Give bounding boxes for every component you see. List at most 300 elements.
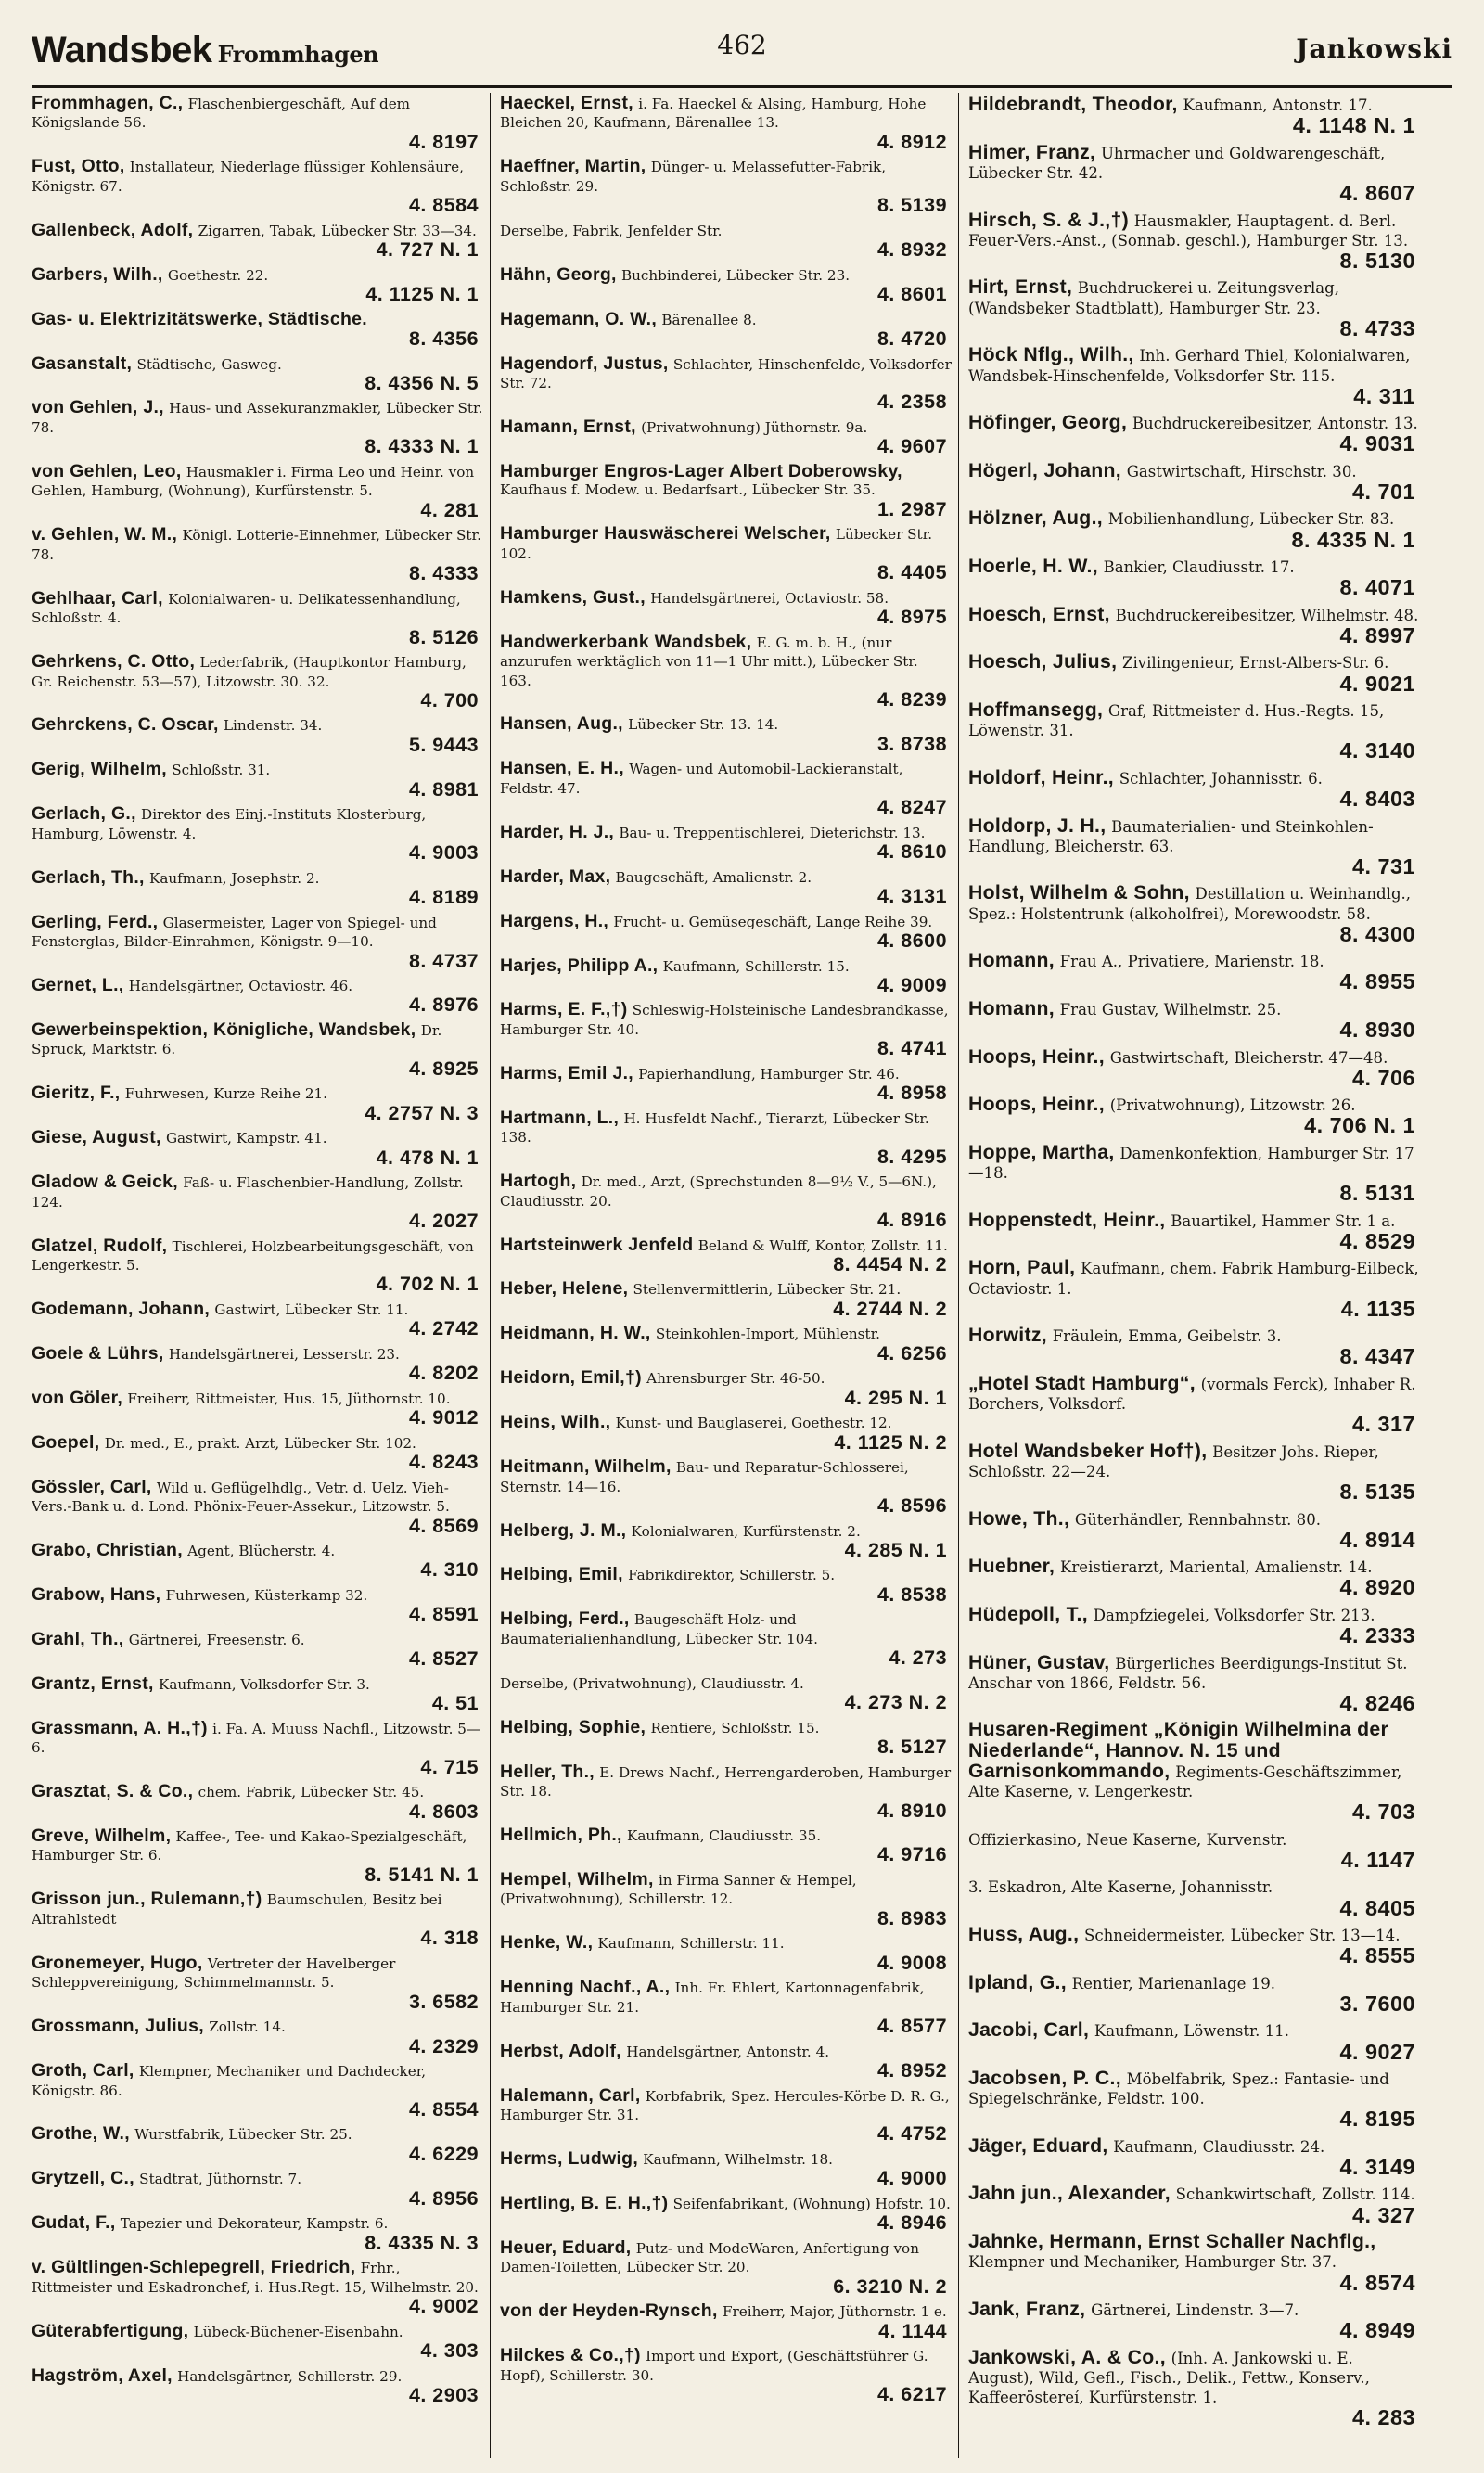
- entry-description: Frucht- u. Gemüsegeschäft, Lange Reihe 39.: [613, 913, 933, 930]
- entry-name: Hoerle, H. W.,: [968, 555, 1098, 578]
- entry-phone-number: 4. 2358: [876, 391, 947, 414]
- entry-phone-number: 3. 8738: [876, 732, 947, 755]
- entry-name: Greve, Wilhelm,: [32, 1825, 172, 1846]
- entry-description: Schloßstr. 31.: [172, 762, 271, 779]
- directory-entry: [500, 631, 954, 711]
- entry-phone-number: 8. 4071: [1339, 575, 1415, 600]
- entry-phone-number: 8. 4356: [408, 327, 479, 351]
- directory-entry: [500, 1109, 954, 1167]
- entry-name: Handwerkerbank Wandsbek,: [500, 631, 752, 652]
- entry-description: Kaufmann, Löwenstr. 11.: [1094, 2022, 1289, 2041]
- entry-description: Lübecker Str. 102.: [500, 526, 933, 562]
- entry-name: Gladow & Geick,: [32, 1172, 179, 1193]
- directory-entry: [500, 308, 954, 351]
- entry-phone-number: 4. 8600: [876, 929, 947, 953]
- entry-description: Gärtnerei, Freesenstr. 6.: [128, 1631, 305, 1648]
- entry-description: Gastwirt, Kampstr. 41.: [165, 1130, 327, 1147]
- entry-description: Damenkonfektion, Hamburger Str. 17—18.: [968, 1144, 1414, 1183]
- directory-entry: [500, 222, 954, 261]
- entry-phone-number: 4. 8555: [1339, 1943, 1415, 1968]
- entry-phone-number: 4. 8958: [876, 1082, 947, 1105]
- entry-description: Kunst- und Bauglaserei, Goethestr. 12.: [615, 1415, 892, 1432]
- entry-description: Freiherr, Rittmeister, Hus. 15, Jüthornstr. 10.: [127, 1390, 451, 1407]
- entry-phone-number: 4. 9027: [1339, 2039, 1415, 2064]
- entry-name: Gehrckens, C. Oscar,: [32, 714, 219, 736]
- entry-phone-number: 4. 9002: [408, 2295, 479, 2318]
- entry-phone-number: 8. 5126: [408, 625, 479, 648]
- entry-description: (Privatwohnung), Litzowstr. 26.: [1109, 1096, 1356, 1115]
- directory-entry: [500, 910, 954, 953]
- directory-entry: [968, 2297, 1423, 2343]
- page-number: 462: [717, 30, 767, 60]
- entry-phone-number: 4. 9021: [1339, 671, 1415, 696]
- entry-description: Klempner und Mechaniker, Hamburger Str. 37.: [968, 2253, 1337, 2272]
- entry-name: Jank, Franz,: [968, 2297, 1086, 2320]
- entry-description: Bau- u. Treppentischlerei, Dieterichstr. 13.: [619, 824, 926, 841]
- entry-phone-number: 4. 273 N. 2: [844, 1691, 947, 1714]
- entry-phone-number: 4. 3131: [876, 885, 947, 908]
- directory-entry: [968, 1877, 1423, 1919]
- entry-name: Harjes, Philipp A.,: [500, 955, 659, 976]
- entry-phone-number: 4. 9009: [876, 973, 947, 996]
- entry-phone-number: 4. 8997: [1339, 622, 1415, 647]
- entry-name: Harms, E. F.,†): [500, 999, 628, 1020]
- entry-name: Glatzel, Rudolf,: [32, 1235, 168, 1256]
- entry-description: Installateur, Niederlage flüssiger Kohlensäure, Königstr. 67.: [32, 159, 464, 195]
- entry-description: Lindenstr. 34.: [223, 717, 323, 735]
- directory-entry: [968, 413, 1423, 455]
- entry-name: Husaren-Regiment „Königin Wilhelmina der Niederlande“, Hannov. N. 15 und Garnisonkommando,: [968, 1718, 1389, 1782]
- entry-phone-number: 8. 4300: [1339, 921, 1415, 946]
- entry-phone-number: 3. 6582: [408, 1990, 479, 2013]
- directory-entry: [32, 263, 486, 306]
- entry-name: Hoesch, Julius,: [968, 650, 1118, 673]
- entry-description: Tischlerei, Holzbearbeitungsgeschäft, von Lengerkestr. 5.: [32, 1237, 474, 1274]
- entry-name: Heuer, Eduard,: [500, 2236, 632, 2258]
- directory-entry: [968, 2345, 1423, 2430]
- entry-phone-number: 4. 310: [420, 1558, 479, 1582]
- entry-phone-number: 4. 8920: [1339, 1575, 1415, 1600]
- entry-phone-number: 4. 8189: [408, 886, 479, 909]
- entry-name: Gudat, F.,: [32, 2212, 116, 2234]
- entry-name: Gasanstalt,: [32, 352, 133, 374]
- entry-name: Gronemeyer, Hugo,: [32, 1952, 203, 1973]
- entry-phone-number: 4. 318: [420, 1927, 479, 1950]
- entry-name: Heidmann, H. W.,: [500, 1323, 651, 1344]
- entry-phone-number: 4. 702 N. 1: [376, 1273, 479, 1296]
- entry-description: Flaschenbiergeschäft, Auf dem Königslande 56.: [32, 96, 411, 132]
- entry-description: Bankier, Claudiusstr. 17.: [1103, 558, 1295, 577]
- entry-name: Hölzner, Aug.,: [968, 506, 1103, 530]
- header-rule: [32, 85, 1452, 88]
- entry-phone-number: 8. 4333 N. 1: [365, 435, 479, 458]
- entry-description: Bärenallee 8.: [661, 311, 757, 328]
- entry-phone-number: 4. 8955: [1339, 969, 1415, 994]
- entry-description: Mobilienhandlung, Lübecker Str. 83.: [1107, 510, 1395, 529]
- directory-entry: [500, 865, 954, 908]
- entry-name: Haeffner, Martin,: [500, 156, 646, 177]
- entry-name: von der Heyden-Rynsch,: [500, 2300, 718, 2322]
- entry-name: Homann,: [968, 996, 1055, 1019]
- entry-name: Helbing, Ferd.,: [500, 1608, 630, 1630]
- directory-entry: [500, 1519, 954, 1561]
- entry-phone-number: 4. 8239: [876, 687, 947, 711]
- entry-name: Gerlach, G.,: [32, 803, 136, 825]
- entry-description: 3. Eskadron, Alte Kaserne, Johannisstr.: [968, 1878, 1273, 1897]
- directory-entry: [32, 460, 486, 521]
- entry-name: Heins, Wilh.,: [500, 1412, 611, 1433]
- entry-description: Handelsgärtnerei, Lesserstr. 23.: [168, 1345, 400, 1363]
- directory-entry: [32, 2320, 486, 2363]
- entry-name: Hoffmansegg,: [968, 698, 1104, 721]
- entry-name: Heitmann, Wilhelm,: [500, 1456, 672, 1478]
- directory-entry: [32, 1476, 486, 1537]
- entry-phone-number: 4. 703: [1351, 1800, 1415, 1825]
- entry-name: Frommhagen, C.,: [32, 95, 184, 113]
- header-place: Wandsbek Frommhagen: [32, 30, 379, 70]
- directory-entry: [500, 525, 954, 583]
- entry-phone-number: 4. 4752: [876, 2122, 947, 2146]
- entry-description: Uhrmacher und Goldwarengeschäft, Lübecker Str. 42.: [968, 144, 1386, 182]
- entry-phone-number: 8. 4720: [876, 327, 947, 351]
- entry-name: Fust, Otto,: [32, 156, 125, 177]
- header-range-start: Frommhagen: [217, 41, 379, 68]
- directory-entry: [968, 1557, 1423, 1599]
- entry-phone-number: 4. 281: [420, 498, 479, 521]
- entry-name: Hilckes & Co.,†): [500, 2345, 641, 2366]
- entry-description: H. Husfeldt Nachf., Tierarzt, Lübecker Str. 138.: [500, 1109, 929, 1147]
- entry-phone-number: 4. 8981: [408, 777, 479, 801]
- entry-phone-number: 8. 4335 N. 3: [365, 2231, 479, 2254]
- entry-phone-number: 4. 327: [1351, 2202, 1415, 2227]
- directory-entry: [500, 715, 954, 754]
- entry-phone-number: 4. 6256: [876, 1341, 947, 1365]
- entry-phone-number: 4. 9716: [876, 1843, 947, 1866]
- entry-description: Stadtrat, Jüthornstr. 7.: [139, 2171, 302, 2188]
- entry-name: Gas- u. Elektrizitätswerke, Städtische.: [32, 308, 367, 329]
- directory-entry: [32, 2214, 486, 2253]
- entry-phone-number: 4. 1148 N. 1: [1292, 113, 1415, 138]
- entry-phone-number: 8. 5135: [1339, 1480, 1415, 1505]
- directory-entry: [500, 1062, 954, 1105]
- entry-description: Kaufmann, Josephstr. 2.: [148, 869, 320, 887]
- directory-entry: [32, 1129, 486, 1168]
- entry-phone-number: 8. 4733: [1339, 315, 1415, 340]
- directory-entry: [32, 1021, 486, 1079]
- entry-description: Handelsgärtnerei, Octaviostr. 58.: [650, 589, 889, 607]
- directory-entry: [968, 1095, 1423, 1137]
- entry-description: Kolonialwaren- u. Delikatessenhandlung, Schloßstr. 4.: [32, 590, 461, 627]
- entry-phone-number: 4. 8591: [408, 1603, 479, 1626]
- entry-description: Besitzer Johs. Rieper, Schloßstr. 22—24.: [968, 1442, 1379, 1480]
- entry-name: Hildebrandt, Theodor,: [968, 95, 1178, 115]
- directory-entry: [968, 2232, 1423, 2294]
- header-range-end: Jankowski: [1296, 33, 1452, 64]
- directory-entry: [32, 1783, 486, 1822]
- entry-name: Hirsch, S. & J.,†): [968, 208, 1129, 231]
- entry-phone-number: 4. 3149: [1339, 2155, 1415, 2180]
- entry-description: Derselbe, (Privatwohnung), Claudiusstr. 4.: [500, 1674, 804, 1692]
- entry-description: Putz- und ModeWaren, Anfertigung von Damen-Toiletten, Lübecker Str. 20.: [500, 2239, 919, 2276]
- entry-description: Schlachter, Johannisstr. 6.: [1119, 769, 1323, 788]
- entry-description: Steinkohlen-Import, Mühlenstr.: [655, 1326, 880, 1343]
- entry-phone-number: 4. 8403: [1339, 787, 1415, 812]
- entry-phone-number: 4. 727 N. 1: [376, 238, 479, 262]
- entry-name: Grothe, W.,: [32, 2123, 130, 2145]
- entry-name: Harms, Emil J.,: [500, 1062, 633, 1083]
- entry-description: Lederfabrik, (Hauptkontor Hamburg, Gr. Reichenstr. 53—57), Litzowstr. 30. 32.: [32, 654, 467, 690]
- directory-entry: [500, 586, 954, 629]
- entry-description: Handelsgärtner, Octaviostr. 46.: [128, 977, 353, 994]
- page-header: [32, 24, 1452, 83]
- directory-entry: [32, 158, 486, 215]
- entry-phone-number: 4. 1144: [878, 2319, 947, 2342]
- entry-name: Haeckel, Ernst,: [500, 95, 633, 113]
- directory-entry: [500, 1610, 954, 1668]
- entry-phone-number: 8. 5127: [876, 1736, 947, 1759]
- entry-phone-number: 4. 2742: [408, 1317, 479, 1340]
- entry-name: Grisson jun., Rulemann,†): [32, 1889, 262, 1910]
- entry-description: Kaufmann, Claudiusstr. 35.: [627, 1826, 822, 1844]
- entry-phone-number: 4. 8554: [408, 2098, 479, 2121]
- directory-entry: [500, 1325, 954, 1364]
- entry-name: Hartogh,: [500, 1171, 577, 1192]
- entry-phone-number: 4. 8916: [876, 1209, 947, 1232]
- entry-name: Hagström, Axel,: [32, 2364, 173, 2386]
- entry-name: Jacobsen, P. C.,: [968, 2066, 1121, 2089]
- entry-name: Holst, Wilhelm & Sohn,: [968, 881, 1190, 904]
- directory-entry: [500, 460, 954, 520]
- directory-entry: [500, 2084, 954, 2146]
- directory-entry: [32, 1717, 486, 1778]
- entry-name: Groth, Carl,: [32, 2060, 134, 2082]
- entry-name: Hellmich, Ph.,: [500, 1824, 622, 1845]
- entry-phone-number: 4. 2333: [1339, 1623, 1415, 1648]
- directory-entry: [968, 277, 1423, 340]
- entry-phone-number: 4. 9000: [876, 2167, 947, 2190]
- entry-phone-number: 8. 4741: [876, 1037, 947, 1060]
- entry-phone-number: 5. 9443: [408, 733, 479, 756]
- directory-entry: [968, 1720, 1423, 1823]
- entry-name: Hamburger Engros-Lager Albert Doberowsky,: [500, 460, 902, 481]
- directory-column-1: [32, 95, 486, 2451]
- directory-entry: [32, 716, 486, 755]
- entry-name: Henke, W.,: [500, 1932, 594, 1954]
- entry-phone-number: 4. 9012: [408, 1406, 479, 1429]
- entry-name: Grantz, Ernst,: [32, 1672, 154, 1694]
- entry-name: Hargens, H.,: [500, 910, 609, 931]
- directory-entry: [32, 653, 486, 711]
- entry-description: chem. Fabrik, Lübecker Str. 45.: [198, 1784, 425, 1801]
- directory-entry: [500, 2040, 954, 2082]
- directory-entry: [500, 1566, 954, 1605]
- directory-entry: [968, 2020, 1423, 2063]
- entry-description: Derselbe, Fabrik, Jenfelder Str.: [500, 222, 723, 239]
- entry-description: Bürgerliches Beerdigungs-Institut St. Anschar von 1866, Feldstr. 56.: [968, 1654, 1408, 1692]
- entry-phone-number: 4. 2757 N. 3: [365, 1101, 479, 1124]
- entry-phone-number: 4. 706: [1351, 1065, 1415, 1090]
- directory-entry: [968, 951, 1423, 993]
- entry-description: Baumaterialien- und Steinkohlen-Handlung, Bleicherstr. 63.: [968, 817, 1374, 855]
- entry-phone-number: 8. 4335 N. 1: [1291, 527, 1415, 552]
- directory-entry: [32, 1672, 486, 1715]
- entry-description: Fuhrwesen, Kurze Reihe 21.: [124, 1085, 327, 1103]
- entry-name: Horn, Paul,: [968, 1256, 1076, 1279]
- entry-phone-number: 4. 9008: [876, 1951, 947, 1974]
- entry-description: Buchdruckerei u. Zeitungsverlag, (Wandsbeker Stadtblatt), Hamburger Str. 23.: [968, 279, 1339, 317]
- entry-name: Jahn jun., Alexander,: [968, 2182, 1171, 2205]
- directory-entry: [968, 557, 1423, 599]
- entry-phone-number: 4. 6217: [876, 2383, 947, 2406]
- directory-entry: [32, 805, 486, 863]
- entry-name: Goepel,: [32, 1431, 100, 1453]
- entry-phone-number: 4. 8607: [1339, 181, 1415, 206]
- entry-description: Vertreter der Havelberger Schleppvereinigung, Schimmelmannstr. 5.: [32, 1954, 396, 1992]
- directory-entry: [32, 399, 486, 456]
- entry-description: Wild u. Geflügelhdlg., Vetr. d. Uelz. Vieh-Vers.-Bank u. d. Lond. Phönix-Feuer-Assekur., Litzowstr. 5.: [32, 1479, 450, 1516]
- entry-description: Klempner, Mechaniker und Dachdecker, Königstr. 86.: [32, 2063, 427, 2099]
- entry-description: Graf, Rittmeister d. Hus.-Regts. 15, Löwenstr. 31.: [968, 701, 1385, 740]
- entry-description: i. Fa. Haeckel & Alsing, Hamburg, Hohe Bleichen 20, Kaufmann, Bärenallee 13.: [500, 96, 927, 132]
- entry-phone-number: 4. 9003: [408, 841, 479, 865]
- entry-description: Gärtnerei, Lindenstr. 3—7.: [1091, 2300, 1299, 2319]
- entry-name: Hansen, Aug.,: [500, 713, 623, 735]
- entry-phone-number: 8. 5131: [1339, 1181, 1415, 1206]
- directory-entry: [32, 95, 486, 152]
- entry-phone-number: 8. 8983: [876, 1906, 947, 1929]
- entry-phone-number: 4. 700: [420, 688, 479, 711]
- entry-name: Hamburger Hauswäscherei Welscher,: [500, 523, 831, 545]
- entry-name: Grossmann, Julius,: [32, 2016, 204, 2037]
- entry-phone-number: 4. 1135: [1340, 1296, 1415, 1321]
- entry-name: Hoesch, Ernst,: [968, 602, 1110, 625]
- directory-entry: [968, 95, 1423, 137]
- entry-name: Harder, H. J.,: [500, 821, 615, 842]
- entry-phone-number: 8. 4295: [876, 1145, 947, 1168]
- entry-name: Hagendorf, Justus,: [500, 352, 669, 374]
- entry-name: Hoops, Heinr.,: [968, 1093, 1105, 1116]
- directory-entry: [968, 1829, 1423, 1872]
- entry-phone-number: 4. 2329: [408, 2034, 479, 2057]
- entry-name: v. Gehlen, W. M.,: [32, 524, 178, 545]
- directory-entry: [32, 308, 486, 351]
- entry-description: Kaufmann, Schillerstr. 15.: [662, 957, 850, 975]
- directory-entry: [32, 1387, 486, 1429]
- entry-description: Hausmakler, Hauptagent. d. Berl. Feuer-Vers.-Anst., (Sonnab. geschl.), Hamburger Str. 13.: [968, 211, 1409, 250]
- directory-entry: [500, 760, 954, 817]
- directory-entry: [500, 1280, 954, 1319]
- entry-description: Dr. Spruck, Marktstr. 6.: [32, 1021, 442, 1058]
- entry-description: Fabrikdirektor, Schillerstr. 5.: [628, 1567, 836, 1584]
- entry-name: Gallenbeck, Adolf,: [32, 219, 194, 240]
- entry-description: Baugeschäft Holz- und Baumaterialienhandlung, Lübecker Str. 104.: [500, 1611, 818, 1647]
- directory-entry: [32, 1954, 486, 2012]
- entry-description: Fräulein, Emma, Geibelstr. 3.: [1052, 1327, 1282, 1346]
- entry-phone-number: 4. 311: [1353, 383, 1415, 408]
- entry-phone-number: 4. 8246: [1339, 1690, 1415, 1715]
- entry-name: „Hotel Stadt Hamburg“,: [968, 1371, 1196, 1394]
- entry-name: Hamann, Ernst,: [500, 416, 636, 437]
- directory-column-2: [500, 95, 954, 2451]
- column-divider: [958, 93, 959, 2458]
- entry-description: Hausmakler i. Firma Leo und Heinr. von Gehlen, Hamburg, (Wohnung), Kurfürstenstr. 5.: [32, 463, 475, 500]
- entry-name: Homann,: [968, 949, 1055, 972]
- entry-phone-number: 4. 8910: [876, 1799, 947, 1822]
- entry-name: Hirt, Ernst,: [968, 275, 1073, 299]
- entry-description: Goethestr. 22.: [167, 266, 269, 284]
- entry-description: Direktor des Einj.-Instituts Klosterburg, Hamburg, Löwenstr. 4.: [32, 806, 427, 842]
- directory-entry: [968, 1506, 1423, 1552]
- entry-name: Helbing, Emil,: [500, 1564, 623, 1585]
- entry-name: Höfinger, Georg,: [968, 411, 1128, 434]
- entry-description: Buchbinderei, Lübecker Str. 23.: [620, 266, 851, 284]
- directory-entry: [32, 1173, 486, 1231]
- directory-entry: [32, 2018, 486, 2057]
- entry-name: Grytzell, C.,: [32, 2168, 134, 2189]
- entry-name: Hamkens, Gust.,: [500, 586, 646, 608]
- entry-description: Tapezier und Dekorateur, Kampstr. 6.: [120, 2215, 389, 2233]
- directory-entry: [968, 2066, 1423, 2132]
- entry-phone-number: 4. 8577: [876, 2015, 947, 2038]
- entry-description: Papierhandlung, Hamburger Str. 46.: [638, 1065, 900, 1083]
- entry-description: Stellenvermittlerin, Lübecker Str. 21.: [633, 1281, 902, 1299]
- directory-entry: [500, 1369, 954, 1408]
- directory-entry: [32, 1583, 486, 1626]
- directory-entry: [32, 1827, 486, 1885]
- entry-description: Königl. Lotterie-Einnehmer, Lübecker Str. 78.: [32, 527, 481, 563]
- entry-name: v. Gültlingen-Schlepegrell, Friedrich,: [32, 2257, 356, 2278]
- directory-entry: [32, 219, 486, 262]
- column-divider: [490, 93, 491, 2458]
- entry-description: Agent, Blücherstr. 4.: [187, 1542, 336, 1559]
- directory-entry: [968, 140, 1423, 206]
- entry-phone-number: 4. 295 N. 1: [844, 1386, 947, 1409]
- entry-description: Haus- und Assekuranzmakler, Lübecker Str. 78.: [32, 400, 483, 436]
- entry-name: Jacobi, Carl,: [968, 2018, 1090, 2042]
- entry-phone-number: 4. 8596: [876, 1494, 947, 1518]
- entry-phone-number: 4. 303: [420, 2339, 479, 2363]
- entry-name: Grassmann, A. H.,†): [32, 1717, 208, 1738]
- directory-entry: [968, 1140, 1423, 1206]
- directory-entry: [32, 1431, 486, 1474]
- entry-phone-number: 4. 715: [420, 1755, 479, 1778]
- entry-name: Hagemann, O. W.,: [500, 308, 658, 329]
- entry-phone-number: 4. 9607: [876, 435, 947, 458]
- entry-name: Hempel, Wilhelm,: [500, 1868, 654, 1890]
- directory-entry: [32, 1539, 486, 1582]
- entry-name: Herbst, Adolf,: [500, 2040, 622, 2061]
- directory-entry: [500, 2302, 954, 2341]
- directory-entry: [500, 1934, 954, 1973]
- entry-description: Faß- u. Flaschenbier-Handlung, Zollstr. 124.: [32, 1174, 464, 1211]
- entry-description: Kaufhaus f. Modew. u. Bedarfsart., Lübecker Str. 35.: [500, 481, 876, 499]
- directory-entry: [32, 1084, 486, 1123]
- entry-description: i. Fa. A. Muuss Nachfl., Litzowstr. 5—6.: [32, 1720, 481, 1757]
- entry-description: Frau A., Privatiere, Marienstr. 18.: [1059, 953, 1324, 971]
- entry-description: Seifenfabrikant, (Wohnung) Hofstr. 10.: [672, 2195, 951, 2212]
- directory-entry: [968, 1258, 1423, 1320]
- entry-description: Bauartikel, Hammer Str. 1 a.: [1171, 1211, 1396, 1230]
- entry-phone-number: 4. 273: [889, 1647, 947, 1670]
- entry-description: Dr. med., E., prakt. Arzt, Lübecker Str. 102.: [104, 1434, 416, 1452]
- entry-phone-number: 4. 8584: [408, 194, 479, 217]
- entry-name: Gernet, L.,: [32, 974, 124, 995]
- directory-entry: [500, 2347, 954, 2404]
- entry-description: (vormals Ferck), Inhaber R. Borchers, Volksdorf.: [968, 1375, 1416, 1414]
- entry-description: E. Drews Nachf., Herrengarderoben, Hamburger Str. 18.: [500, 1763, 952, 1800]
- directory-entry: [32, 761, 486, 800]
- entry-description: Möbelfabrik, Spez.: Fantasie- und Spiegelschränke, Feldstr. 100.: [968, 2069, 1389, 2108]
